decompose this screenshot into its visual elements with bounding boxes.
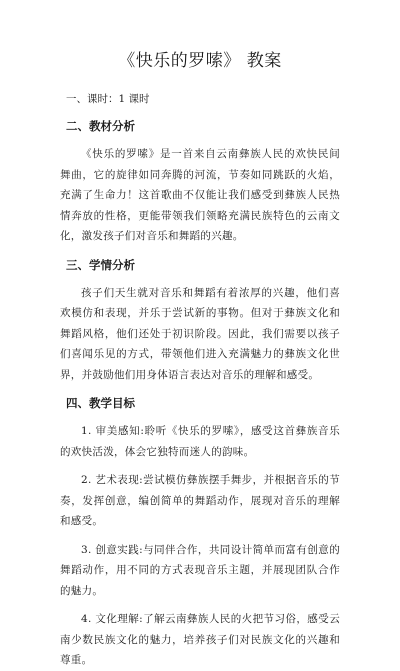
objective-item-3: 3. 创意实践:与同伴合作，共同设计简单而富有创意的舞蹈动作，用不同的方式表现音乐主题，并展现团队合作的魅力。 (60, 543, 340, 597)
objective-item-4: 4. 文化理解:了解云南彝族人民的火把节习俗，感受云南少数民族文化的魅力，培养孩子们对民族文化的兴趣和尊重。 (60, 613, 340, 666)
objective-item-1: 1. 审美感知:聆听《快乐的罗嗦》，感受这首彝族音乐的欢快活泼，体会它独特而迷人的韵味。 (60, 425, 340, 458)
section-heading-learner-analysis: 三、学情分析 (66, 257, 135, 272)
course-hours: 一、课时：1 课时 (66, 93, 150, 105)
learner-analysis-paragraph: 孩子们天生就对音乐和舞蹈有着浓厚的兴趣，他们喜欢模仿和表现，并乐于尝试新的事物。但对于彝族文化和舞蹈风格，他们还处于初识阶段。因此，我们需要以孩子们喜闻乐见的方式，带领他们进入充满魅力的彝族文化世界，并鼓励他们用身体语言表达对音乐的理解和感受。 (60, 286, 340, 381)
objective-item-2: 2. 艺术表现:尝试模仿彝族摆手舞步，并根据音乐的节奏，发挥创意，编创简单的舞蹈动作，展现对音乐的理解和感受。 (60, 474, 340, 527)
material-analysis-paragraph: 《快乐的罗嗦》是一首来自云南彝族人民的欢快民间舞曲，它的旋律如同奔腾的河流，节奏如同跳跃的火焰，充满了生命力！这首歌曲不仅能让我们感受到彝族人民热情奔放的性格，更能带领我们领略充满民族特色的云南文化，激发孩子们对音乐和舞蹈的兴趣。 (60, 148, 340, 242)
section-heading-teaching-objectives: 四、教学目标 (66, 396, 135, 410)
document-title: 《快乐的罗嗦》 教案 (118, 51, 282, 71)
section-heading-material-analysis: 二、教材分析 (66, 119, 135, 133)
